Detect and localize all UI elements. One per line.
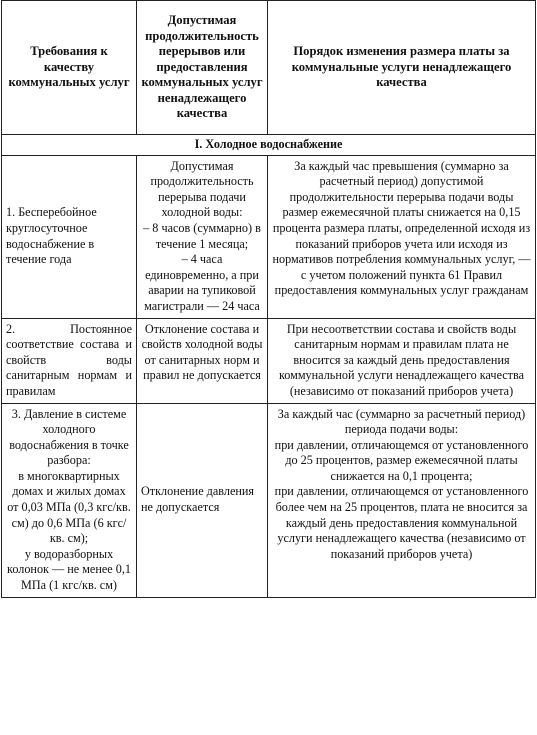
table-row (2, 318, 536, 403)
row3-requirement-line: в многоквартирных домах и жилых домах от 0,03 МПа (0,3 кгс/кв. см) до 0,6 МПа (6 кгс/кв. см); (7, 468, 131, 546)
row1-requirement: 1. Бесперебойное круглосуточное водоснабжение в течение года (2, 155, 137, 318)
header-row (2, 1, 536, 135)
row3-procedure (268, 403, 536, 597)
header-payment-procedure: Порядок изменения размера платы за коммунальные услуги ненадлежащего качества (268, 1, 536, 135)
row1-allowed-line: – 8 часов (суммарно) в течение 1 месяца; (143, 220, 261, 251)
row1-allowed (137, 155, 268, 318)
table-row (2, 403, 536, 597)
row1-procedure: За каждый час превышения (суммарно за расчетный период) допустимой продолжительности перерыва подачи воды размер ежемесячной платы снижается на 0,15 процента размера платы, определенной исходя из показаний приборов учета или исходя из нормативов потребления коммунальных услуг, — с учетом положений пункта 61 Правил предоставления коммунальных услуг гражданам (268, 155, 536, 318)
header-allowed-duration: Допустимая продолжительность перерывов или предоставления коммунальных услуг ненадлежащего качества (137, 1, 268, 135)
row1-allowed-line: Допустимая продолжительность перерыва подачи холодной воды: (150, 158, 254, 220)
row1-allowed-line: – 4 часа единовременно, а при аварии на тупиковой магистрали — 24 часа (144, 252, 260, 313)
row3-procedure-line: За каждый час (суммарно за расчетный период) периода подачи воды: (277, 406, 526, 437)
section-title: I. Холодное водоснабжение (2, 135, 536, 156)
row3-procedure-line: при давлении, отличающемся от установленного до 25 процентов, размер ежемесячной платы снижается на 0,1 процента; (274, 437, 529, 483)
row2-procedure: При несоответствии состава и свойств воды санитарным нормам и правилам плата не вносится за каждый день предоставления коммунальной услуги ненадлежащего качества (независимо от показаний приборов учета) (268, 318, 536, 403)
row3-allowed: Отклонение давления не допускается (137, 403, 268, 597)
row2-requirement: 2. Постоянное соответствие состава и свойств воды санитарным нормам и правилам (2, 318, 137, 403)
row3-requirement-line: 3. Давление в системе холодного водоснабжения в точке разбора: (9, 406, 129, 468)
row3-procedure-line: при давлении, отличающемся от установленного более чем на 25 процентов, плата не вносится за каждый день предоставления коммунальной услуги ненадлежащего качества (независимо от показаний приборов учета) (274, 484, 529, 561)
table-row (2, 155, 536, 318)
row3-requirement (2, 403, 137, 597)
row2-allowed: Отклонение состава и свойств холодной воды от санитарных норм и правил не допускается (137, 318, 268, 403)
header-requirements: Требования к качеству коммунальных услуг (2, 1, 137, 135)
row3-requirement-line: у водоразборных колонок — не менее 0,1 МПа (1 кгс/кв. см) (7, 546, 131, 593)
section-row (2, 135, 536, 156)
utilities-quality-table (1, 0, 536, 598)
